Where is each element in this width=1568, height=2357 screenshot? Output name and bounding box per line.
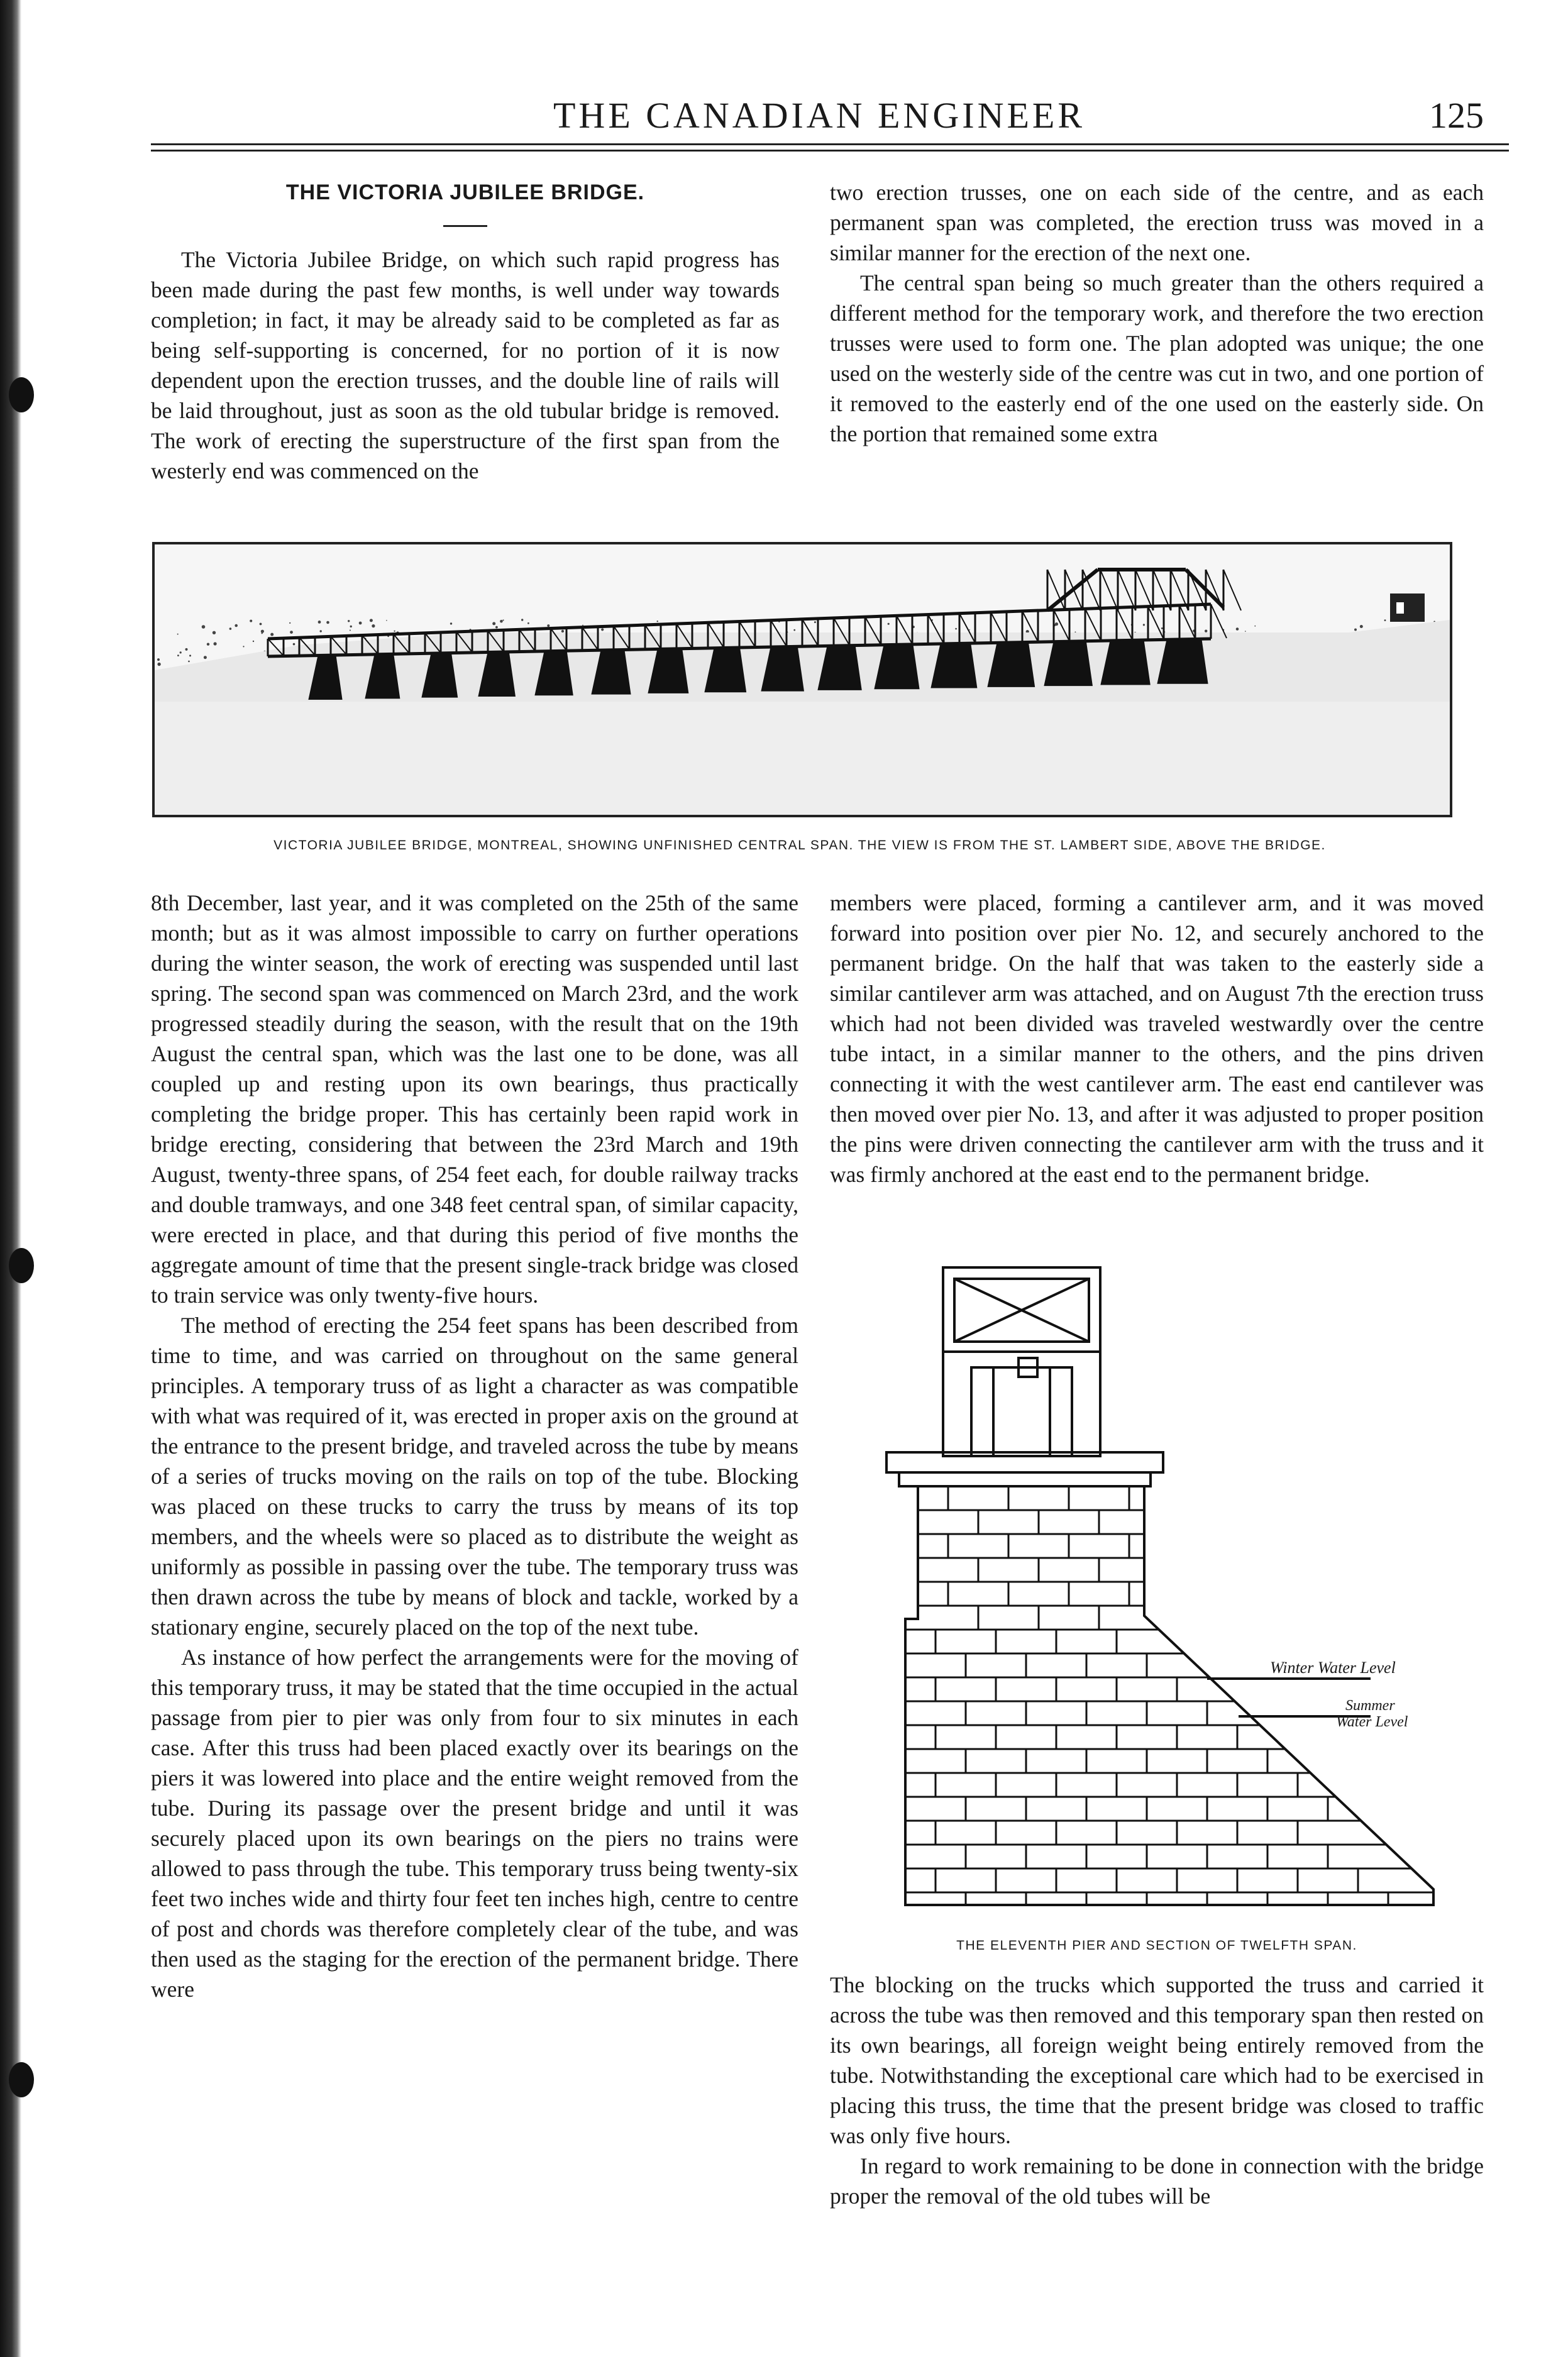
paragraph: 8th December, last year, and it was completed on the 25th of the same month; but as it was almost impossible to carry on further operations during the winter season, the work of erecting was suspended until last spring. The second span was commenced on March 23rd, and the work progressed steadily during the season, with the result that on the 19th August the central span, which was the last one to be done, was all coupled up and resting upon its own bearings, thus practically completing the bridge proper. This has certainly been rapid work in bridge erecting, considering that between the 23rd March and 19th August, twenty-three spans, of 254 feet each, for double railway tracks and double tramways, and one 348 feet central span, of similar capacity, were erected in place, and that during this period of five months the aggregate amount of time that the present single-track bridge was closed to train service was only twenty-five hours. <box>151 890 798 1308</box>
right-column-bottom <box>830 1970 1484 2211</box>
right-column-top <box>830 177 1484 449</box>
header-rule <box>151 143 1509 145</box>
paragraph: two erection trusses, one on each side of the centre, and as each permanent span was completed, the erection truss was moved in a similar manner for the erection of the next one. <box>830 180 1484 265</box>
paragraph: As instance of how perfect the arrangements were for the moving of this temporary truss, it may be stated that the time occupied in the actual passage from pier to pier was only from four to six minutes in each case. After this truss had been placed exactly over its bearings on the piers it was lowered into place and the entire weight removed from the tube. During its passage over the present bridge and until it was securely placed upon its own bearings on the piers no trains were allowed to pass through the tube. This temporary truss being twenty-six feet two inches wide and thirty four feet ten inches high, centre to centre of post and chords was therefore completely clear of the tube, and was then used as the staging for the erection of the permanent bridge. There were <box>151 1645 798 2002</box>
title-dash <box>443 225 487 227</box>
winter-water-label: Winter Water Level <box>1270 1659 1396 1677</box>
journal-title: THE CANADIAN ENGINEER <box>553 95 1086 136</box>
punch-hole <box>9 377 34 412</box>
article-title: THE VICTORIA JUBILEE BRIDGE. <box>285 180 645 204</box>
summer-water-label: Summer <box>1345 1697 1395 1714</box>
left-column-top <box>151 177 780 486</box>
summer-water-label: Water Level <box>1336 1714 1408 1730</box>
paragraph: members were placed, forming a cantilever arm, and it was moved forward into position over pier No. 12, and securely anchored to the permanent bridge. On the half that was taken to the easterly side a similar cantilever arm was attached, and on August 7th the erection truss which had not been divided was traveled westwardly over the centre tube intact, in a similar manner to the others, and the pins driven connecting it with the west cantilever arm. The east end cantilever was then moved over pier No. 13, and after it was adjusted to proper position the pins were driven connecting the cantilever arm with the truss and it was firmly anchored at the east end to the permanent bridge. <box>830 890 1484 1187</box>
punch-hole <box>9 1248 34 1283</box>
bridge-illustration <box>155 544 1450 815</box>
paragraph: In regard to work remaining to be done in connection with the bridge proper the removal of the old tubes will be <box>830 2153 1484 2209</box>
page-binding-edge <box>0 0 21 2357</box>
pier-illustration <box>868 1264 1490 1930</box>
paragraph: The central span being so much greater than the others required a different method for the temporary work, and therefore the two erection trusses were used to form one. The plan adopted was unique; the one used on the westerly side of the centre was cut in two, and one portion of it removed to the easterly end of the one used on the easterly side. On the portion that remained some extra <box>830 270 1484 446</box>
pier-drawing <box>868 1264 1490 1930</box>
paragraph: The blocking on the trucks which supported the truss and carried it across the tube was then removed and this temporary span then rested on its own bearings, all foreign weight being entirely removed from the tube. Notwithstanding the exceptional care which had to be exercised in placing this truss, the time that the present bridge was closed to traffic was only five hours. <box>830 1972 1484 2148</box>
bridge-photograph <box>152 542 1452 817</box>
right-column-middle <box>830 888 1484 1190</box>
paragraph: The method of erecting the 254 feet spans has been described from time to time, and was carried on throughout on the same general principles. A temporary truss of as light a character as was compatible with what was required of it, was erected in proper axis on the ground at the entrance to the present bridge, and traveled across the tube by means of a series of trucks moving on the rails on top of the tube. Blocking was placed on these trucks to carry the truss by means of its top members, and the wheels were so placed as to distribute the weight as uniformly as possible in passing over the tube. The temporary truss was then drawn across the tube by means of block and tackle, worked by a stationary engine, securely placed on the top of the next tube. <box>151 1313 798 1640</box>
paragraph: The Victoria Jubilee Bridge, on which such rapid progress has been made during the past few months, is well under way towards completion; in fact, it may be already said to be completed as far as being self-supporting is concerned, for no portion of it is now dependent upon the erection trusses, and the double line of rails will be laid throughout, just as soon as the old tubular bridge is removed. The work of erecting the superstructure of the first span from the westerly end was commenced on the <box>151 247 780 483</box>
punch-hole <box>9 2062 34 2097</box>
left-column-bottom <box>151 888 798 2004</box>
page-number: 125 <box>1429 95 1484 136</box>
pier-caption: THE ELEVENTH PIER AND SECTION OF TWELFTH SPAN. <box>956 1938 1357 1953</box>
bridge-caption: VICTORIA JUBILEE BRIDGE, MONTREAL, SHOWING UNFINISHED CENTRAL SPAN. THE VIEW IS FROM THE ST. LAMBERT SIDE, ABOVE THE BRIDGE. <box>273 838 1326 853</box>
header-rule <box>151 150 1509 152</box>
running-header <box>151 94 1509 145</box>
